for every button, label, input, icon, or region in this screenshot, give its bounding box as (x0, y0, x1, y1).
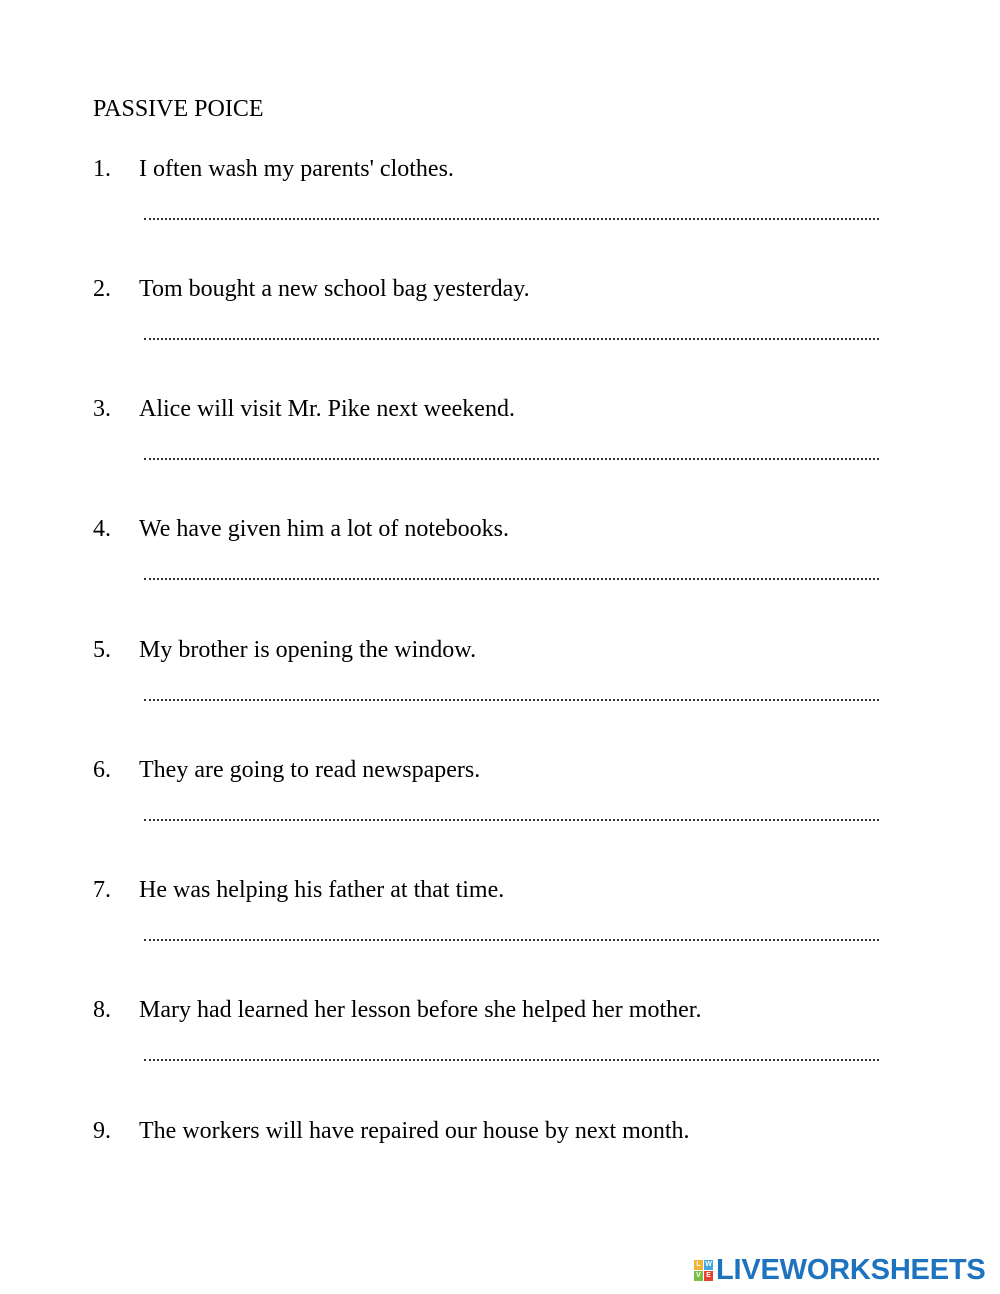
item-number: 9. (93, 1118, 111, 1144)
exercise-item (93, 274, 893, 394)
exercise-item (93, 154, 893, 274)
answer-line[interactable] (144, 939, 879, 941)
item-sentence: They are going to read newspapers. (139, 757, 481, 783)
item-number: 1. (93, 156, 111, 182)
item-sentence: He was helping his father at that time. (139, 877, 505, 903)
exercise-item (93, 875, 893, 995)
item-number: 2. (93, 276, 111, 302)
exercise-item (93, 755, 893, 875)
answer-line[interactable] (144, 699, 879, 701)
logo-mark-cell: L (694, 1260, 703, 1270)
item-number: 5. (93, 637, 111, 663)
logo-mark-cell: E (704, 1271, 713, 1281)
item-sentence: My brother is opening the window. (139, 637, 477, 663)
page-title: PASSIVE POICE (93, 96, 264, 122)
item-sentence: We have given him a lot of notebooks. (139, 516, 509, 542)
answer-line[interactable] (144, 338, 879, 340)
answer-line[interactable] (144, 578, 879, 580)
answer-line[interactable] (144, 1059, 879, 1061)
item-sentence: The workers will have repaired our house by next month. (139, 1118, 690, 1144)
item-number: 6. (93, 757, 111, 783)
item-number: 7. (93, 877, 111, 903)
logo-mark-cell: W (705, 1260, 712, 1268)
item-sentence: I often wash my parents' clothes. (139, 156, 454, 182)
exercise-item (93, 1116, 893, 1236)
item-sentence: Tom bought a new school bag yesterday. (139, 276, 530, 302)
item-sentence: Alice will visit Mr. Pike next weekend. (139, 396, 515, 422)
logo-mark-cell: V (694, 1271, 703, 1281)
exercise-item (93, 995, 893, 1115)
item-sentence: Mary had learned her lesson before she helped her mother. (139, 997, 702, 1023)
logo-mark-icon (694, 1260, 713, 1281)
exercise-item (93, 635, 893, 755)
logo-text: LIVEWORKSHEETS (716, 1253, 986, 1286)
answer-line[interactable] (144, 218, 879, 220)
exercise-item (93, 514, 893, 634)
item-number: 3. (93, 396, 111, 422)
item-number: 4. (93, 516, 111, 542)
liveworksheets-logo (694, 1255, 986, 1285)
exercise-item (93, 394, 893, 514)
item-number: 8. (93, 997, 111, 1023)
answer-line[interactable] (144, 458, 879, 460)
answer-line[interactable] (144, 819, 879, 821)
